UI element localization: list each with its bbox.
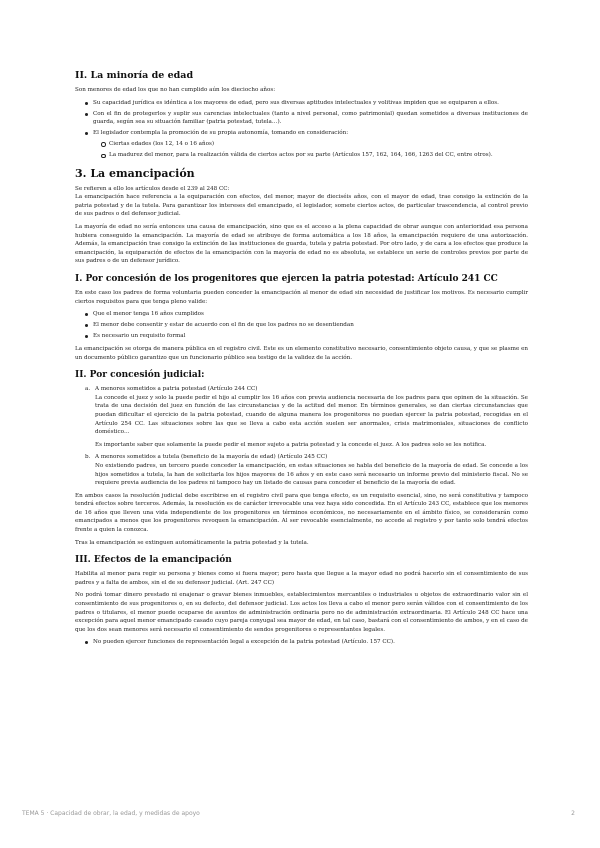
alpha-marker: a. — [85, 386, 91, 393]
efectos-bullet-list — [75, 638, 528, 647]
section-judicial-title: II. Por concesión judicial: — [75, 370, 205, 381]
sub-list-item: La madurez del menor, para la realización válida de ciertos actos por su parte (Artículos 157, 162, 164, 166, 1263 del CC, entre otros). — [101, 151, 528, 160]
section-emancipacion-title: 3. La emancipación — [75, 166, 195, 180]
page-footer — [22, 810, 575, 817]
list-item: Con el fin de protegerlos y suplir sus carencias intelectuales (tanto a nivel personal, como patrimonial) quedan sometidos a diversas instituciones de guarda, según sea su situación familiar (patria potestad, tutela…). — [85, 110, 528, 127]
list-item-text: El legislador contempla la promoción de su propia autonomía, tomando en consideración: — [93, 130, 349, 137]
paragraph: Tras la emancipación se extinguen automáticamente la patria potestad y la tutela. — [75, 539, 309, 546]
page-number: 2 — [571, 810, 575, 817]
section-efectos-title: III. Efectos de la emancipación — [75, 555, 232, 566]
list-item: Su capacidad jurídica es idéntica a los mayores de edad, pero sus diversas aptitudes intelectuales y volitivas impiden que se equiparen a ellos. — [85, 99, 528, 108]
judicial-alpha-list — [75, 385, 528, 488]
section-minoria-intro: Son menores de edad los que no han cumplido aún los dieciocho años: — [75, 87, 276, 93]
list-item: Es necesario un requisito formal — [85, 332, 528, 341]
paragraph: En ambos casos la resolución judicial debe escribirse en el registro civil para que tenga efecto, es un requisito esencial, sino, no será constitutiva y tampoco tendrá efectos sobre terceros. Además, la resolución es de carácter irrevocable una vez haya sido concedida. En el Artículo 243 CC, establece que los menores de 16 años que lleven una vida independiente de los progenitores en términos económicos, no necesariamente en el ámbito físico, se considerarán como emancipados a menos que los progenitores revoquen la emancipación. Al ser revocable esencialmente, no accede al registro y por tanto solo tendrá efectos frente a quien la conozca. — [75, 492, 528, 534]
section-progenitores-title: I. Por concesión de los progenitores que ejercen la patria potestad: Artículo 241 CC — [75, 274, 498, 284]
footer-title: TEMA 5 · Capacidad de obrar, la edad, y medidas de apoyo — [22, 810, 200, 817]
paragraph: No existiendo padres, un tercero puede conceder la emancipación, en estas situaciones se habla del beneficio de la mayoría de edad. Se concede a los hijos sometidos a tutela, la han de solicitarla los hijos mayores de 16 años y en este caso será necesario un informe previo del ministerio fiscal. No se requiere previa audiencia de los padres ni tampoco hay un listado de causas para conceder el beneficio de la mayoría de edad. — [95, 462, 528, 487]
paragraph: Se refieren a ello los artículos desde el 239 al 248 CC: — [75, 185, 230, 192]
list-item: Que el menor tenga 16 años cumplidos — [85, 310, 528, 319]
page-content — [75, 70, 528, 651]
paragraph: Habilita al menor para regir su persona y bienes como si fuera mayor; pero hasta que llegue a la mayor edad no podrá hacerlo sin el consentimiento de sus padres y a falta de ambos, sin el de su defensor judicial. (Art. 247 CC) — [75, 571, 528, 586]
paragraph: La emancipación hace referencia a la equiparación con efectos, del menor, mayor de dieciséis años, con el mayor de edad, trae consigo la extinción de la patria potestad y de la tutela. Para garantizar los intereses del emancipado, el legislador, somete ciertos actos, de particular trascendencia, al control previo de sus padres o del defensor judicial. — [75, 194, 528, 218]
paragraph: La concede el juez y solo la puede pedir el hijo al cumplir los 16 años con previa audiencia necesaria de los padres para que opinen de la situación. Se trata de una decisión del juez en función de las circunstancias y de la actitud del menor. En términos generales, se dan ciertas circunstancias que puedan dificultar el ejercicio de la patria potestad, cuando de alguna manera los progenitores no puedan ejercer la patria potestad, recogidas en el Artículo 254 CC. Las situaciones sobre las que se lleva a cabo esta acción suelen ser anormales, crisis matrimoniales, situaciones de conflicto doméstico… — [95, 394, 528, 436]
paragraph: No podrá tomar dinero prestado ni enajenar o gravar bienes inmuebles, establecimientos mercantiles o industriales u objetos de extraordinario valor sin el consentimiento de sus progenitores o, en su defecto, del defensor judicial. Los actos los lleva a cabo el menor pero serán válidos con el consentimiento de los padres o titulares, el menor puede ocuparse de asuntos de administración ordinaria pero no de administración extraordinaria. El Artículo 248 CC hace una excepción para aquel menor emancipado casado cuyo pareja conyugal sea mayor de edad, en tal caso, bastará con el consentimiento de ambos, y en el caso de que los dos sean menores será necesario el consentimiento de sendos progenitores o representantes legales. — [75, 592, 528, 633]
alpha-item-head — [85, 453, 528, 462]
section-minoria-title: II. La minoría de edad — [75, 70, 194, 81]
list-item — [85, 129, 528, 159]
list-item: No pueden ejercer funciones de representación legal a excepción de la patria potestad (Artículo. 157 CC). — [85, 638, 528, 647]
list-item: El menor debe consentir y estar de acuerdo con el fin de que los padres no se desentiendan — [85, 321, 528, 330]
alpha-marker: b. — [85, 454, 91, 461]
paragraph: La mayoría de edad no sería entonces una causa de emancipación, sino que es el acceso a la plena capacidad de obrar aunque con anterioridad esa persona hubiera conseguido la emancipación. La mayoría de edad se atribuye de forma automática a los 18 años, la emancipación requiere de una autorización. Además, la emancipación trae consigo la extinción de las instituciones de guarda, tutela y patria potestad. Por otro lado, y de cara a los efectos que produce la emancipación, la equiparación de efectos de la emancipación con la mayoría de edad no es absoluta, se establece un serie de controles previos por parte de sus padres o de un defensor jurídico. — [75, 224, 528, 265]
paragraph: En este caso los padres de forma voluntaria pueden conceder la emancipación al menor de edad sin necesidad de justificar los motivos. Es necesario cumplir ciertos requisitos para que tenga pleno valide: — [75, 290, 528, 305]
minoria-sub-list — [93, 140, 528, 160]
alpha-item-body — [85, 394, 528, 450]
alpha-item-body — [85, 462, 528, 488]
paragraph: La emancipación se otorga de manera pública en el registro civil. Este es un elemento constitutivo necesario, consentimiento objeto causa, y que se plasme en un documento público garantizo que un funcionario público sea testigo de la validez de la acción. — [75, 345, 528, 361]
minoria-bullet-list — [75, 99, 528, 160]
alpha-item-title: A menores sometidos a tutela (beneficio de la mayoría de edad) (Artículo 245 CC) — [95, 454, 328, 461]
paragraph: Es importante saber que solamente la puede pedir el menor sujeto a patria potestad y la concede el juez. A los padres solo se les notifica. — [95, 441, 487, 448]
sub-list-item: Ciertas edades (los 12, 14 o 16 años) — [101, 140, 528, 149]
alpha-item-head — [85, 385, 528, 394]
progenitores-bullet-list — [75, 310, 528, 341]
alpha-item-title: A menores sometidos a patria potestad (Artículo 244 CC) — [95, 386, 258, 393]
alpha-item — [85, 385, 528, 449]
alpha-item — [85, 453, 528, 487]
